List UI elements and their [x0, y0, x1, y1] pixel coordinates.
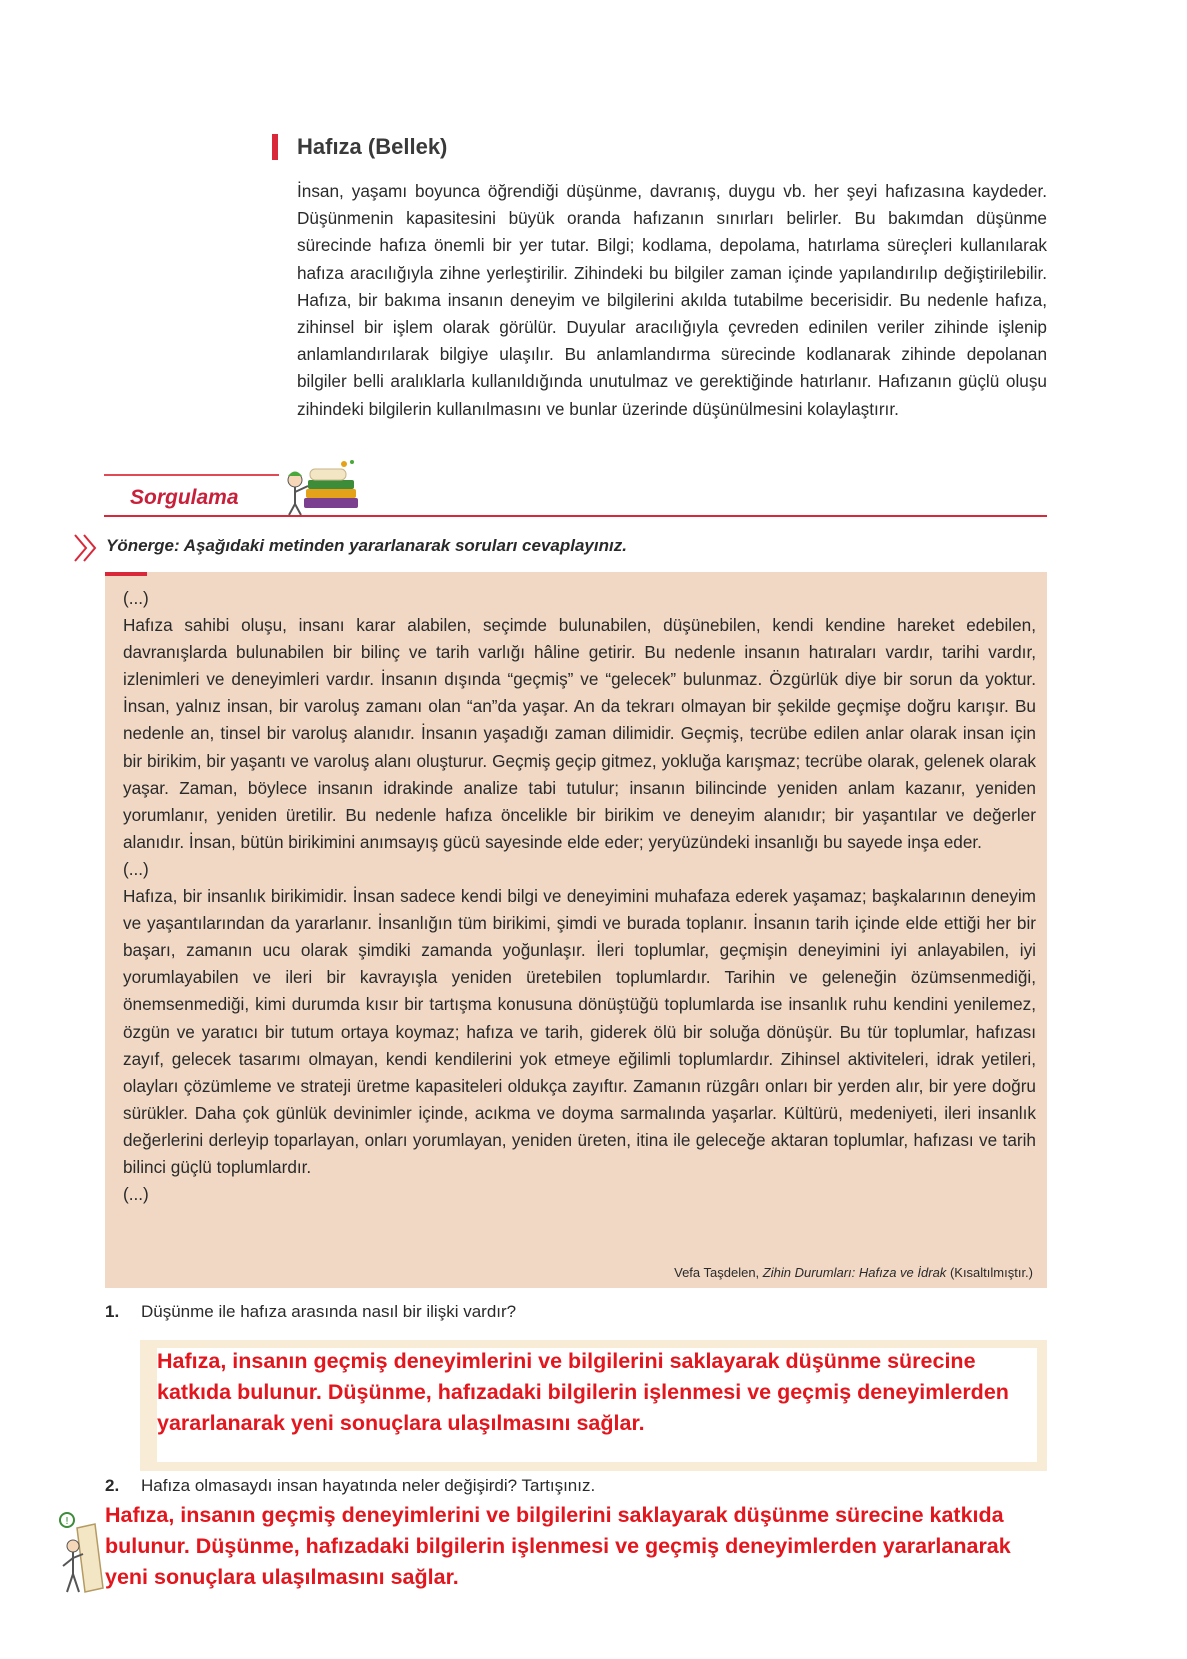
question-number: 1.	[105, 1302, 120, 1321]
instruction-text: Aşağıdaki metinden yararlanarak soruları cevaplayınız.	[183, 536, 627, 555]
source-citation	[674, 1265, 1033, 1280]
books-illustration-icon	[282, 458, 368, 518]
svg-text:!: !	[64, 1516, 70, 1527]
ellipsis: (...)	[123, 858, 149, 879]
intro-text	[297, 178, 1047, 423]
section-title-bar	[272, 134, 278, 160]
character-illustration-icon	[55, 1510, 110, 1598]
reading-box-tab	[105, 572, 147, 576]
answer-2: Hafıza, insanın geçmiş deneyimlerini ve bilgilerini saklayarak düşünme sürecine katkıda bulunur. Düşünme, hafızadaki bilgilerin işlenmesi ve geçmiş deneyimlerden yararlanarak yeni sonuçlara ulaşılmasını sağlar.	[105, 1503, 1011, 1589]
instruction	[106, 536, 627, 556]
sorgulama-rule	[104, 515, 1047, 517]
question-text: Düşünme ile hafıza arasında nasıl bir ilişki vardır?	[141, 1302, 517, 1321]
reading-text	[123, 585, 1036, 1208]
sorgulama-title: Sorgulama	[130, 486, 239, 509]
instruction-label: Yönerge:	[106, 536, 180, 555]
answer-1: Hafıza, insanın geçmiş deneyimlerini ve bilgilerini saklayarak düşünme sürecine katkıda bulunur. Düşünme, hafızadaki bilgilerin işlenmesi ve geçmiş deneyimlerden yararlanarak yeni sonuçlara ulaşılmasını sağlar.	[157, 1349, 1009, 1435]
section-title: Hafıza (Bellek)	[297, 134, 448, 159]
source-note: (Kısaltılmıştır.)	[949, 1265, 1033, 1280]
intro-paragraph: İnsan, yaşamı boyunca öğrendiği düşünme, davranış, duygu vb. her şeyi hafızasına kaydeder. Düşünmenin kapasitesini büyük oranda hafızanın sınırları belirler. Bu bakımdan düşünme sürecinde hafıza önemli bir yer tutar. Bilgi; kodlama, depolama, hatırlama süreçleri kullanılarak hafıza aracılığıyla zihne yerleştirilir. Zihindeki bu bilgiler zaman içinde yapılandırılıp değiştirilebilir. Hafıza, bir bakıma insanın deneyim ve bilgilerini akılda tutabilme becerisidir. Bu nedenle hafıza, zihinsel bir işlem olarak görülür. Duyular aracılığıyla çevreden edinilen veriler zihinde işlenip anlamlandırılarak bilgiye ulaşılır. Bu anlamlandırma sürecinde kodlanarak zihinde depolanan bilgiler belli aralıklarla kullanıldığında unutulmaz ve gerektiğinde hatırlanır. Hafızanın güçlü oluşu zihindeki bilgilerin kullanılmasını ve bunlar üzerinde düşünülmesini kolaylaştırır.	[297, 181, 1047, 419]
question-text: Hafıza olmasaydı insan hayatında neler değişirdi? Tartışınız.	[141, 1476, 596, 1495]
ellipsis: (...)	[123, 1184, 149, 1205]
source-title: Zihin Durumları: Hafıza ve İdrak	[762, 1265, 947, 1280]
source-author: Vefa Taşdelen,	[674, 1265, 760, 1280]
question-number: 2.	[105, 1476, 120, 1495]
reading-paragraph-2: Hafıza, bir insanlık birikimidir. İnsan sadece kendi bilgi ve deneyimini muhafaza ederek yaşamaz; başkalarının deneyim ve yaşantılarından da yararlanır. İnsanlığın tüm birikimi, şimdi ve burada toplanır. İnsanın tarih içinde elde ettiği her bir başarı, zamanın ucu olarak şimdiki zamanda yoğunlaşır. İleri toplumlar, geçmişin deneyimini iyi anlayabilen, iyi yorumlayabilen ve ileri bir kavrayışla yeniden üretebilen toplumlardır. Tarihin ve geleneğin özümsenmediği, önemsenmediği, kimi durumda kısır bir tartışma konusuna dönüştüğü toplumlarda ise insanlık ruhu kendini yenilemez, özgün ve yaratıcı bir tutum ortaya koymaz; hafıza ve tarih, giderek ölü bir soluğa dönüşür. Bu tür toplumlar, hafızası zayıf, gelecek tasarımı olmayan, kendi kendilerini yok etmeye eğilimli toplumlardır. Zihinsel aktiviteleri, idrak yetileri, olayları çözümleme ve strateji üretme kapasiteleri oldukça zayıftır. Zamanın rüzgârı onları bir yerden alır, bir yere doğru sürükler. Daha çok günlük devinimler içinde, acıkma ve doyma sarmalında yaşarlar. Kültürü, medeniyeti, ileri insanlık değerlerini derleyip toparlayan, onları yorumlayan, yeniden üreten, itina ile geleceğe aktaran toplumlar, hafızası ve tarih bilinci güçlü toplumlardır.	[123, 886, 1036, 1177]
double-chevron-icon	[72, 530, 100, 566]
sorgulama-top-line	[104, 474, 279, 476]
reading-paragraph-1: Hafıza sahibi oluşu, insanı karar alabilen, seçimde bulunabilen, düşünebilen, kendi kendine hareket edebilen, davranışlarda bulunabilen bir bilinç ve tarih varlığı hâline getirir. Bu nedenle insanın hatıraları vardır, tarihi vardır, izlenimleri ve deneyimleri vardır. İnsanın dışında “geçmiş” ve “gelecek” bulunmaz. Özgürlük diye bir sorun da yoktur. İnsan, yalnız insan, bir varoluş zamanı olan “an”da yaşar. An da tekrarı olmayan bir şekilde geçmişe doğru karışır. Bu nedenle an, tinsel bir varoluş alanıdır. İnsanın yaşadığı zaman dilimidir. Geçmiş, tecrübe edilen anlar olarak insan için bir birikim, bir yaşantı ve varoluş alanı oluşturur. Geçmiş geçip gitmez, yokluğa karışmaz; tecrübe olarak, gelenek olarak yaşar. Zaman, böylece insanın idrakinde analize tabi tutulur; insanın bilincinde yeniden anlam kazanır, yeniden yorumlanır, yeniden üretilir. Bu nedenle hafıza öncelikle bir birikim ve deneyim alanıdır; bir yaşantılar ve değerler alanıdır. İnsan, bütün birikimini anımsayış gücü sayesinde elde eder; yeryüzündeki insanlığı bu sayede inşa eder.	[123, 615, 1036, 852]
ellipsis: (...)	[123, 588, 149, 608]
